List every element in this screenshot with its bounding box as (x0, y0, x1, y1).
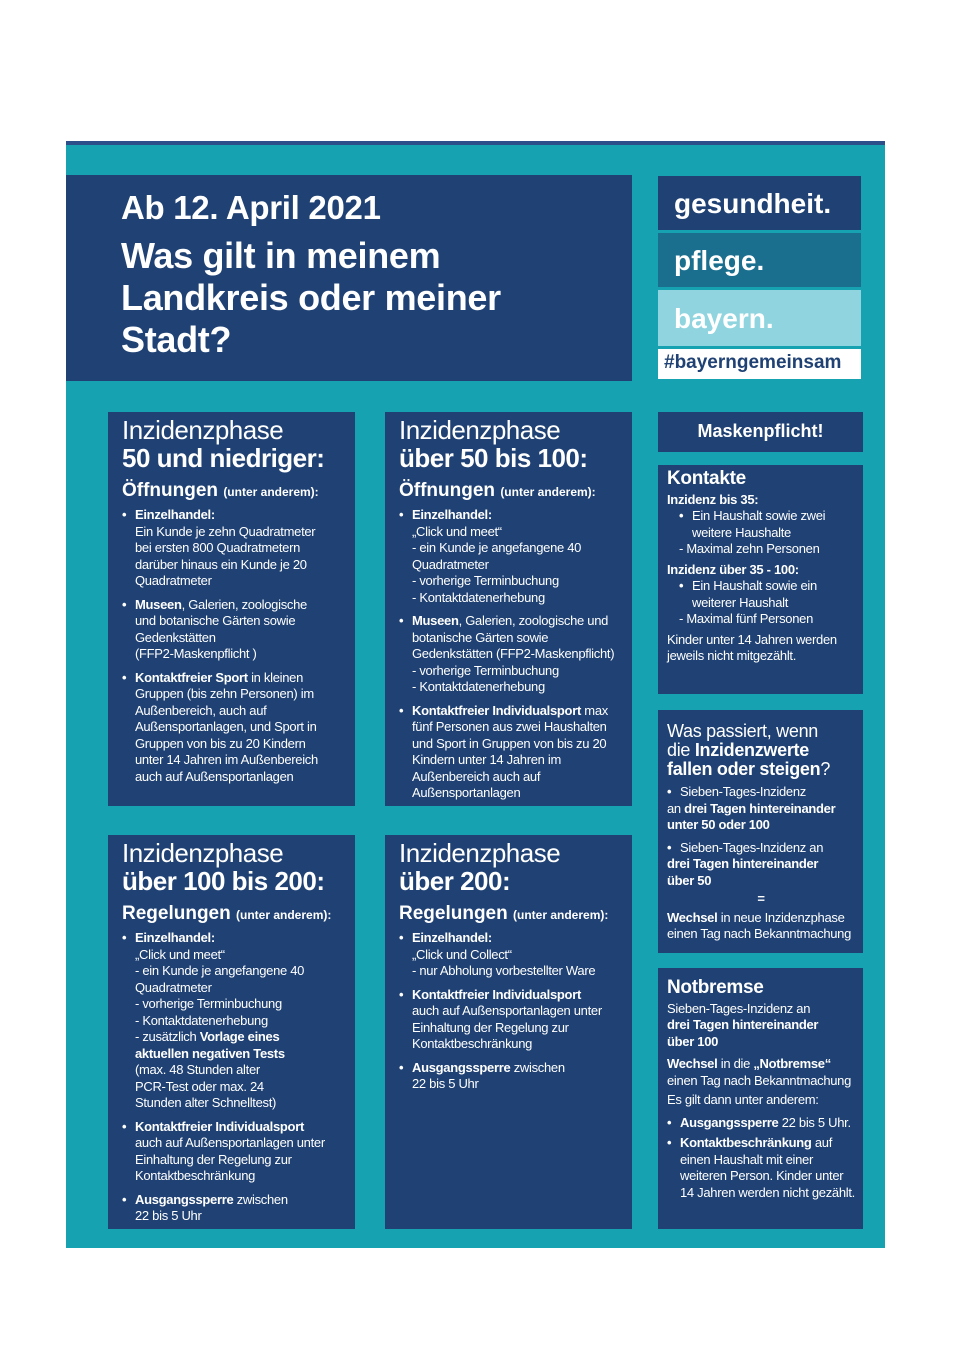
list-item: • Kontaktfreier Individualsport auch auf Außensportanlagen unter Einhaltung der Regelung zur Kontaktbeschränkung (122, 1119, 345, 1185)
kontakte-box (658, 465, 863, 694)
kontakte-list (667, 578, 855, 611)
notbremse-condition: Sieben-Tages-Inzidenz an drei Tagen hintereinander über 100 (667, 1000, 819, 1049)
phase-heading: Inzidenzphase (399, 415, 561, 445)
phase-range: 50 und niedriger: (122, 443, 325, 473)
list-item: • Ausgangssperre zwischen 22 bis 5 Uhr (122, 1192, 345, 1225)
phase-change-list (667, 840, 855, 857)
list-item: • Kontaktfreier Individualsport auch auf Außensportanlagen unter Einhaltung der Regelung zur Kontaktbeschränkung (399, 987, 622, 1053)
phase-subheading: Öffnungen (unter anderem): (122, 480, 319, 501)
list-item: • Sieben-Tages-Inzidenz (667, 784, 855, 801)
phase-subheading: Öffnungen (unter anderem): (399, 480, 596, 501)
notbremse-title: Notbremse (667, 977, 764, 998)
kontakte-note: Kinder unter 14 Jahren werden jeweils nicht mitgezählt. (667, 631, 837, 663)
notbremse-intro: Es gilt dann unter anderem: (667, 1092, 819, 1107)
kontakte-list (667, 508, 855, 541)
maskenpflicht-box: Maskenpflicht! (658, 412, 863, 452)
rule-list (399, 507, 622, 802)
notbremse-list (667, 1115, 855, 1202)
notbremse-switch: Wechsel in die „Notbremse“ einen Tag nach Bekanntmachung (667, 1056, 852, 1088)
logo-gesundheit: gesundheit. (658, 176, 861, 230)
phase-change-result: Wechsel in neue Inzidenzphase einen Tag nach Bekanntmachung (667, 909, 852, 941)
list-item: • Einzelhandel: „Click und meet“ - ein Kunde je angefangene 40 Quadratmeter - vorherige Terminbuchung - Kontaktdatenerhebung - zusätzlich Vorlage eines aktuellen negativen Tests (max. 48 Stunden alter PCR-Test oder max. 24 Stunden alter Schnelltest) (122, 930, 345, 1112)
list-item: • Kontaktfreier Individualsport max fünf Personen aus zwei Haushalten und Sport in Gruppen von bis zu 20 Kindern unter 14 Jahren im Außenbereich auch auf Außensportanlagen (399, 703, 622, 802)
phase-range: über 200: (399, 866, 511, 896)
phase-heading: Inzidenzphase (399, 838, 561, 868)
kontakte-title: Kontakte (667, 468, 746, 489)
hashtag-label: #bayerngemeinsam (658, 349, 861, 379)
kontakte-limit: - Maximal zehn Personen (679, 541, 820, 556)
list-item: • Museen, Galerien, zoologische und botanische Gärten sowie Gedenkstätten (FFP2-Maskenpflicht ) (122, 597, 345, 663)
phase-subheading: Regelungen (unter anderem): (122, 903, 332, 924)
list-item: • Ausgangssperre 22 bis 5 Uhr. (667, 1115, 855, 1132)
notbremse-box (658, 968, 863, 1229)
list-item: • Ein Haushalt sowie ein weiterer Haushalt (679, 578, 855, 611)
phase-subheading: Regelungen (unter anderem): (399, 903, 609, 924)
logo-bayern: bayern. (658, 290, 861, 346)
list-item: • Kontaktfreier Sport in kleinen Gruppen (bis zehn Personen) im Außenbereich, auch auf Außensportanlagen, und Sport in Gruppen von bis zu 20 Kindern unter 14 Jahren im Außenbereich auch auf Außensportanlagen (122, 670, 345, 786)
list-item: • Ausgangssperre zwischen 22 bis 5 Uhr (399, 1060, 622, 1093)
poster-date: Ab 12. April 2021 (121, 189, 381, 226)
logo-pflege: pflege. (658, 233, 861, 287)
phase-box-ueber-100-bis-200 (108, 835, 355, 1229)
phase-range: über 100 bis 200: (122, 866, 325, 896)
rule-list (122, 930, 345, 1225)
phase-heading: Inzidenzphase (122, 415, 284, 445)
header-box (66, 175, 632, 381)
rule-list (122, 507, 345, 785)
kontakte-group-heading: Inzidenz bis 35: (667, 491, 759, 507)
list-item: • Ein Haushalt sowie zwei weitere Haushalte (679, 508, 855, 541)
phase-box-ueber-200 (385, 835, 632, 1229)
list-item: • Kontaktbeschränkung auf einen Haushalt mit einer weiteren Person. Kinder unter 14 Jahren werden nicht gezählt. (667, 1135, 855, 1201)
list-item: • Einzelhandel: „Click und meet“ - ein Kunde je angefangene 40 Quadratmeter - vorherige Terminbuchung - Kontaktdatenerhebung (399, 507, 622, 606)
rule-list (399, 930, 622, 1093)
phase-change-box (658, 710, 863, 953)
list-item: • Einzelhandel: „Click und Collect“ - nur Abholung vorbestellter Ware (399, 930, 622, 980)
phase-range: über 50 bis 100: (399, 443, 588, 473)
kontakte-limit: - Maximal fünf Personen (679, 611, 813, 626)
equals-sign: = (757, 891, 765, 906)
phase-change-condition: drei Tagen hintereinander über 50 (667, 856, 819, 888)
phase-change-title: Was passiert, wenn die Inzidenzwerte fallen oder steigen? (667, 721, 831, 779)
phase-change-condition: an drei Tagen hintereinander unter 50 oder 100 (667, 800, 836, 832)
phase-box-50-und-niedriger (108, 412, 355, 806)
poster-title: Was gilt in meinem Landkreis oder meiner Stadt? (121, 235, 501, 360)
phase-heading: Inzidenzphase (122, 838, 284, 868)
list-item: • Sieben-Tages-Inzidenz an (667, 840, 855, 857)
phase-box-ueber-50-bis-100 (385, 412, 632, 806)
phase-change-list (667, 784, 855, 801)
list-item: • Einzelhandel: Ein Kunde je zehn Quadratmeter bei ersten 800 Quadratmetern darüber hinaus ein Kunde je 20 Quadratmeter (122, 507, 345, 590)
list-item: • Museen, Galerien, zoologische und botanische Gärten sowie Gedenkstätten (FFP2-Maskenpflicht) - vorherige Terminbuchung - Kontaktdatenerhebung (399, 613, 622, 696)
poster (66, 141, 885, 1248)
kontakte-group-heading: Inzidenz über 35 - 100: (667, 561, 799, 577)
